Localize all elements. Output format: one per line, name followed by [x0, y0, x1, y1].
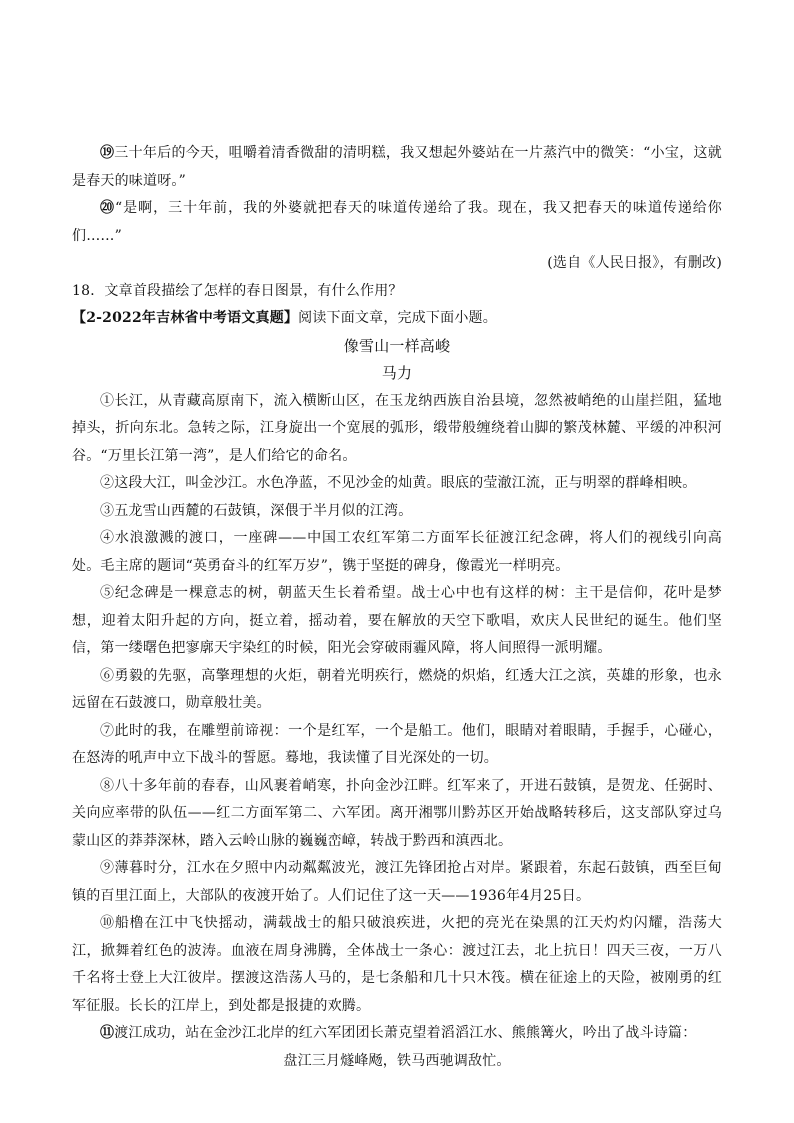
article-paragraph: ⑧八十多年前的春春，山风裹着峭寒，扑向金沙江畔。红军来了，开进石鼓镇，是贺龙、任弼时、关向应率带的队伍——红二方面军第二、六军团。离开湘鄂川黔苏区开始战略转移后，这支部队穿过乌蒙山区的莽莽深林，踏入云岭山脉的巍巍峦嶂，转战于黔西和滇西北。	[72, 777, 722, 849]
paragraph-19	[72, 140, 722, 195]
section-header: 【2-2022年吉林省中考语文真题】	[72, 310, 299, 326]
article-paragraph: ⑦此时的我，在雕塑前谛视：一个是红军，一个是船工。他们，眼睛对着眼睛，手握手，心碰心，在怒涛的吼声中立下战斗的誓愿。蓦地，我读懂了目光深处的一切。	[72, 722, 722, 766]
paragraph-marker: ⑲	[100, 145, 115, 161]
paragraph-marker: ⑳	[100, 200, 115, 216]
article-title: 像雪山一样高峻	[343, 336, 451, 355]
paragraph-marker: ⑪	[100, 1025, 115, 1041]
paragraph-20	[72, 195, 722, 250]
section-heading	[72, 305, 722, 333]
article-paragraph: ⑨薄暮时分，江水在夕照中内动粼粼波光，渡江先锋团抢占对岸。紧跟着，东起石鼓镇，西至巨甸镇的百里江面上，大部队的夜渡开始了。人们记住了这一天——1936年4月25日。	[72, 860, 722, 904]
article-paragraph: ⑥勇毅的先驱，高擎理想的火炬，朝着光明疾行，燃烧的炽焰，红透大江之滨，英雄的形象，也永远留在石鼓渡口，勋章般壮美。	[72, 667, 722, 711]
article-paragraph: ⑤纪念碑是一棵意志的树，朝蓝天生长着希望。战士心中也有这样的树：主干是信仰，花叶是梦想，迎着太阳升起的方向，挺立着，摇动着，要在解放的天空下歌唱，欢庆人民世纪的诞生。他们坚信，第一缕曙色把寥廓天宇染红的时候，阳光会穿破雨霾风障，将人间照得一派明耀。	[72, 585, 722, 656]
paragraph-text: “是啊，三十年前，我的外婆就把春天的味道传递给了我。现在，我又把春天的味道传递给你们……”	[72, 200, 723, 244]
paragraph-text: 渡江成功，站在金沙江北岸的红六军团团长萧克望着滔滔江水、熊熊篝火，吟出了战斗诗篇：	[114, 1025, 697, 1041]
source-note: (选自《人民日报》，有删改)	[547, 255, 722, 271]
article-paragraph: ①长江，从青藏高原南下，流入横断山区，在玉龙纳西族自治县境，忽然被峭绝的山崖拦阻，猛地掉头，折向东北。急转之际，江身旋出一个宽展的弧形，缎带般缠绕着山脚的繁茂林麓、平缓的冲积河谷。“万里长江第一湾”，是人们给它的命名。	[72, 392, 722, 464]
article-paragraph-11	[72, 1020, 722, 1048]
article-paragraph: ④水浪激溅的渡口，一座碑——中国工农红军第二方面军长征渡江纪念碑，将人们的视线引向高处。毛主席的题词“英勇奋斗的红军万岁”，镌于坚挺的碑身，像霞光一样明亮。	[72, 530, 722, 574]
question-18: 18．文章首段描绘了怎样的春日图景，有什么作用？	[72, 282, 403, 299]
poem-line: 盘江三月燧峰飏，铁马西驰调敌忙。	[283, 1052, 511, 1069]
section-instruction: 阅读下面文章，完成下面小题。	[298, 310, 497, 326]
article-paragraph: ⑩船橹在江中飞快摇动，满载战士的船只破浪疾进，火把的亮光在染黑的江天灼灼闪耀，浩荡大江，掀舞着红色的波涛。血液在周身沸腾，全体战士一条心：渡过江去，北上抗日！四天三夜，一万八千名将士登上大江彼岸。摆渡这浩荡人马的，是七条船和几十只木筏。横在征途上的天险，被刚勇的红军征服。长长的江岸上，到处都是报捷的欢腾。	[72, 915, 722, 1014]
document-page	[72, 140, 722, 1075]
article-paragraph: ③五龙雪山西麓的石鼓镇，深偎于半月似的江湾。	[100, 502, 413, 519]
paragraph-text: 三十年后的今天，咀嚼着清香微甜的清明糕，我又想起外婆站在一片蒸汽中的微笑：“小宝，这就是春天的味道呀。”	[72, 145, 722, 189]
article-paragraph: ②这段大江，叫金沙江。水色净蓝，不见沙金的灿黄。眼底的莹澈江流，正与明翠的群峰相映。	[100, 475, 697, 491]
article-author: 马力	[381, 364, 413, 382]
